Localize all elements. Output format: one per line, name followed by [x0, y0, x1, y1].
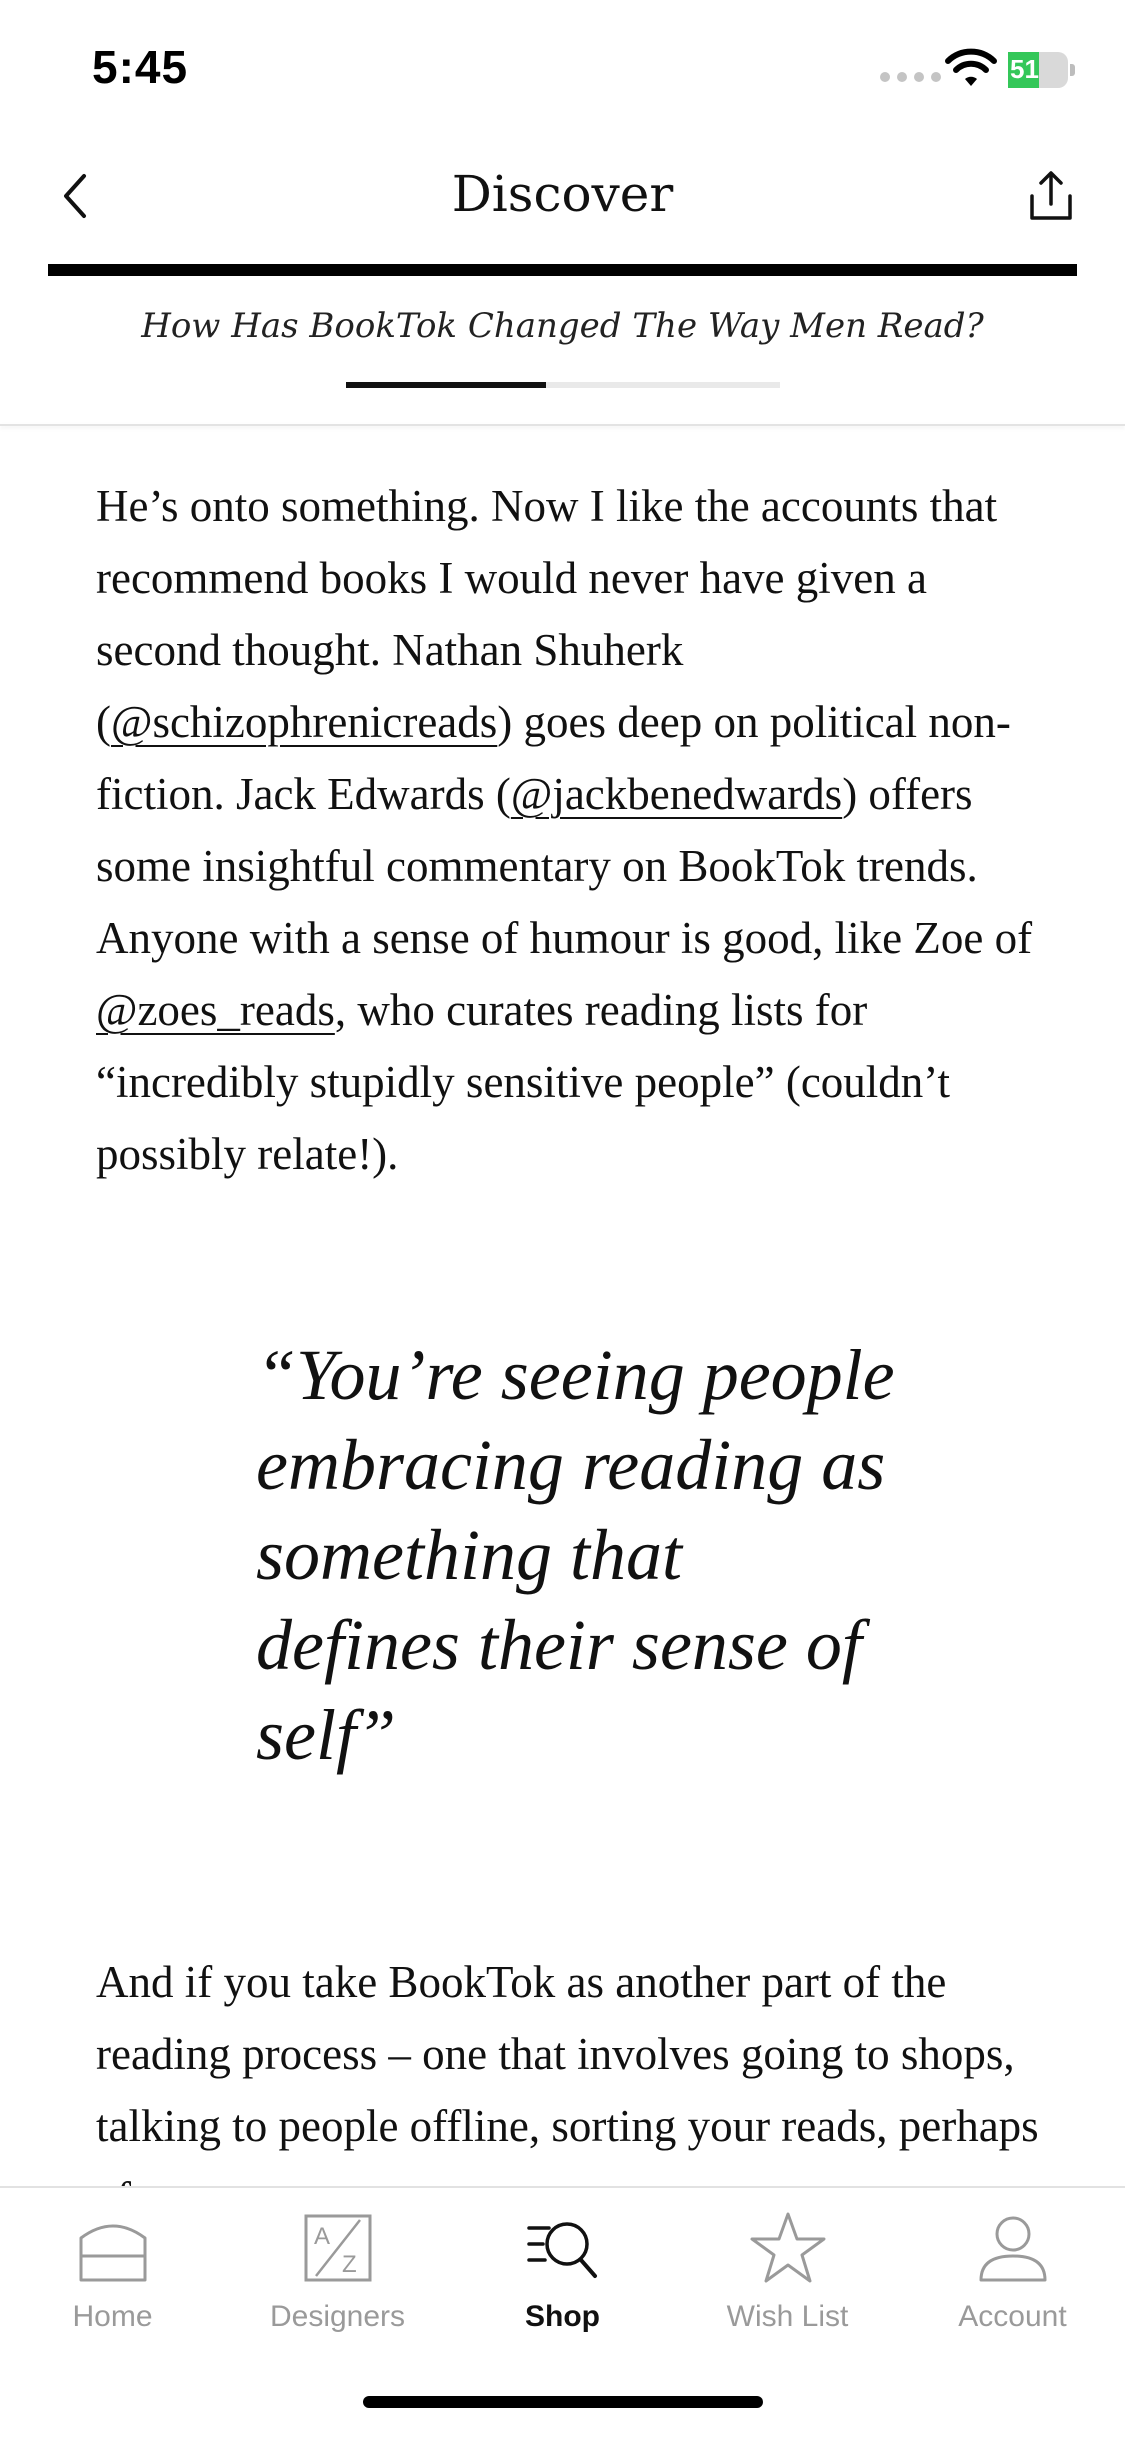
share-icon[interactable] [1026, 168, 1076, 224]
tab-label: Home [72, 2300, 153, 2333]
home-icon [73, 2208, 153, 2288]
header-separator [0, 424, 1125, 426]
article-paragraph: And if you take BookTok as another part of the reading process – one that involves going to shops, talking to people offline, sorting your reads, perhaps [96, 1957, 1039, 2151]
tab-label: Wish List [726, 2300, 849, 2333]
battery-level: 51 [1010, 54, 1039, 84]
reading-progress-bar [346, 382, 780, 388]
svg-text:Z: Z [341, 2251, 357, 2278]
reading-progress-fill [346, 382, 546, 388]
tab-label: Shop [525, 2300, 600, 2333]
battery-charging-icon [1008, 52, 1076, 88]
star-icon [748, 2208, 828, 2288]
tab-designers[interactable] [225, 2208, 450, 2358]
link-schizophrenicreads[interactable]: @schizophrenicreads [111, 697, 498, 747]
article-title: How Has BookTok Changed The Way Men Read? [141, 306, 984, 346]
pull-quote: “You’re seeing people embracing reading as something that defines their sense of self” [256, 1335, 895, 1775]
paragraph-text: , who curates reading lists for “incredibly stupidly sensitive people” (couldn’t possibly relate!). [96, 985, 950, 1179]
link-zoes-reads[interactable]: @zoes_reads [96, 985, 335, 1035]
article-paragraph [96, 470, 1046, 1190]
home-indicator [363, 2396, 763, 2408]
wifi-icon [946, 50, 996, 90]
status-time: 5:45 [92, 41, 189, 93]
article-body [96, 470, 1046, 1190]
tab-account[interactable] [900, 2208, 1125, 2358]
link-jackbenedwards[interactable]: @jackbenedwards [510, 769, 843, 819]
page-title: Discover [451, 165, 674, 223]
account-icon [973, 2208, 1053, 2288]
paragraph-text: ) goes deep on political non-fiction. Jack Edwards ( [96, 697, 1011, 819]
tab-label: Account [958, 2300, 1067, 2333]
status-bar [0, 0, 1125, 140]
shop-search-icon [523, 2208, 603, 2288]
tab-wish-list[interactable] [675, 2208, 900, 2358]
designers-az-icon [298, 2208, 378, 2288]
tab-shop[interactable] [450, 2208, 675, 2358]
header-divider [48, 264, 1077, 276]
paragraph-text: ) offers some insightful commentary on BookTok trends. Anyone with a sense of humour is good, like Zoe of [96, 769, 1033, 963]
tab-home[interactable] [0, 2208, 225, 2358]
paragraph-text: He’s onto something. Now I like the accounts that recommend books I would never have given a second thought. Nathan Shuherk ( [96, 481, 998, 747]
svg-text:A: A [313, 2223, 330, 2250]
tab-label: Designers [269, 2300, 406, 2333]
cellular-signal-icon [880, 72, 941, 82]
